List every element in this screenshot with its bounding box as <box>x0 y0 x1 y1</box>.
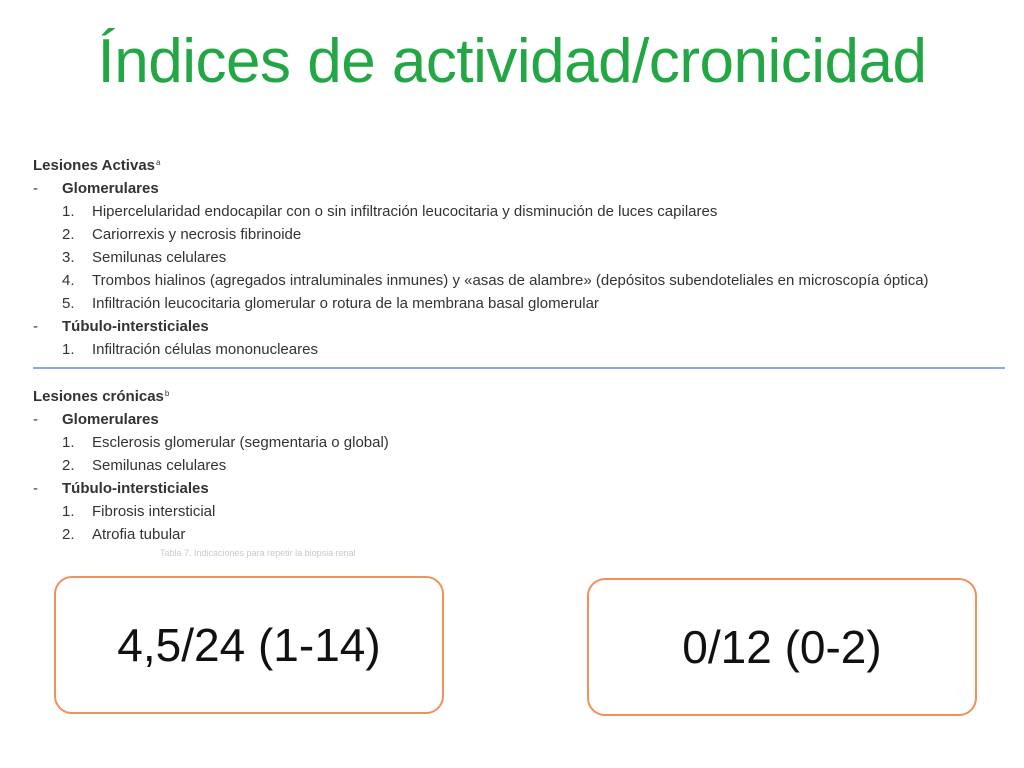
group-label: Túbulo-intersticiales <box>62 480 209 497</box>
group-glomerulares-active <box>33 177 1005 200</box>
footnote-mark: b <box>164 389 170 398</box>
list-item: 1. Fibrosis intersticial <box>62 503 216 520</box>
list-item: 5. Infiltración leucocitaria glomerular o rotura de la membrana basal glomerular <box>62 295 599 312</box>
group-label: Glomerulares <box>62 180 159 197</box>
list-item: 2. Cariorrexis y necrosis fibrinoide <box>62 226 302 243</box>
dash: - <box>33 318 38 335</box>
list-item: 1. Esclerosis glomerular (segmentaria o global) <box>62 434 389 451</box>
group-label: Glomerulares <box>62 411 159 428</box>
active-lesions-heading: Lesiones Activas$^a$ <box>33 157 161 174</box>
list-item: 1. Infiltración células mononucleares <box>62 341 318 358</box>
group-tubulo-chronic <box>33 477 1005 500</box>
list-item: 1. Hipercelularidad endocapilar con o sin infiltración leucocitaria y disminución de luces capilares <box>62 203 718 220</box>
list-item: 2. Semilunas celulares <box>62 457 227 474</box>
page-title: Índices de actividad/cronicidad <box>97 27 927 96</box>
chronic-lesions-heading: Lesiones crónicas$^b$ <box>33 388 170 405</box>
chronicity-score-box: 0/12 (0-2) <box>587 578 977 716</box>
activity-score-box: 4,5/24 (1-14) <box>54 576 444 714</box>
list-item: 2. Atrofia tubular <box>62 526 186 543</box>
section-divider <box>33 367 1005 369</box>
dash: - <box>33 180 38 197</box>
group-label: Túbulo-intersticiales <box>62 318 209 335</box>
footnote-mark: a <box>156 158 161 167</box>
lesion-table <box>33 154 1005 546</box>
dash: - <box>33 480 38 497</box>
group-tubulo-active <box>33 315 1005 338</box>
list-item: 4. Trombos hialinos (agregados intraluminales inmunes) y «asas de alambre» (depósitos subendoteliales en microscopía óptica) <box>62 272 929 289</box>
dash: - <box>33 411 38 428</box>
list-item: 3. Semilunas celulares <box>62 249 227 266</box>
faint-caption: Tabla 7. Indicaciones para repetir la biopsia renal <box>160 548 356 558</box>
group-glomerulares-chronic <box>33 408 1005 431</box>
